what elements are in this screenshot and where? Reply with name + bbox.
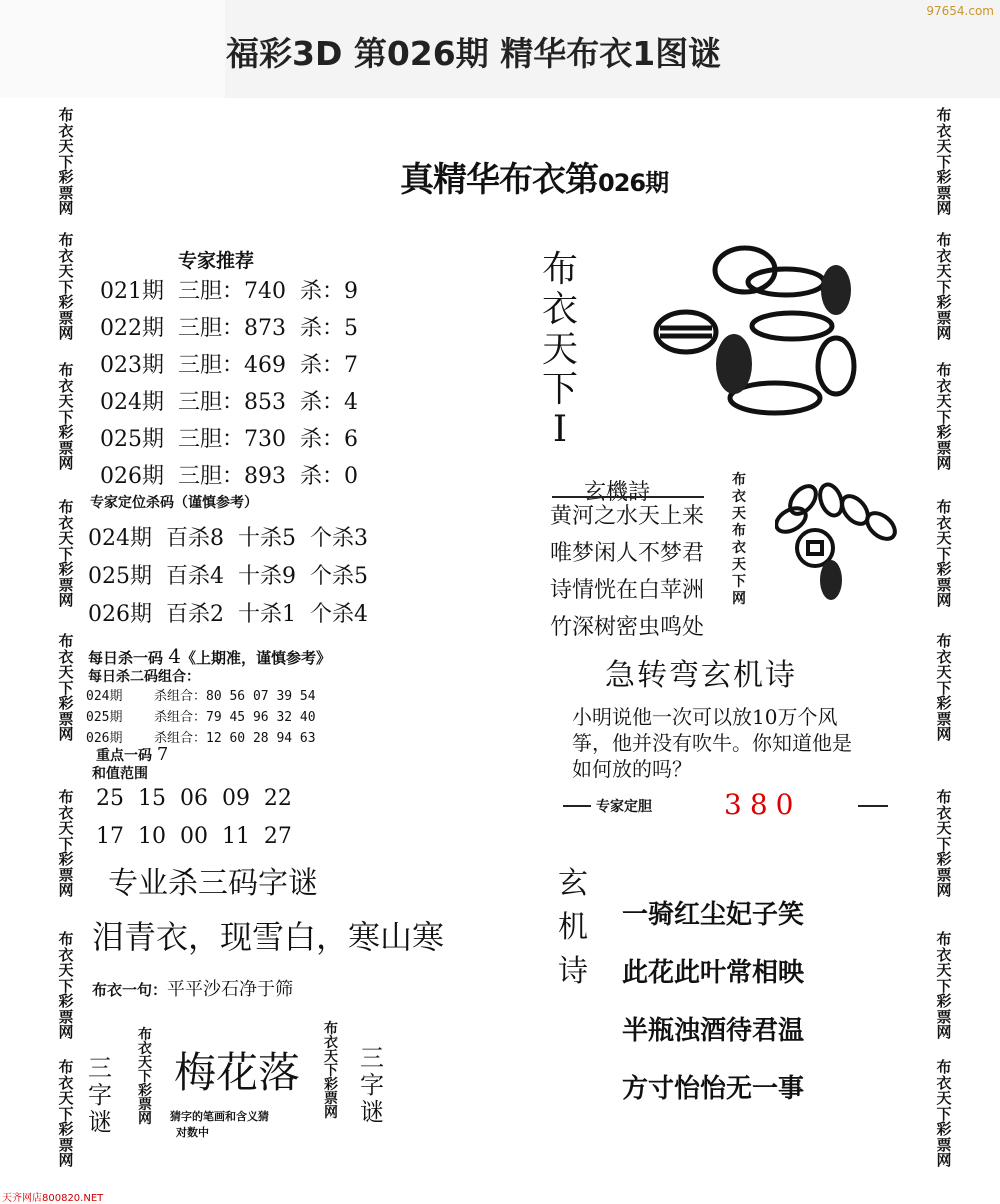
dingdan-dash-right bbox=[858, 805, 888, 807]
buyi-tianxia-label: 布 衣 天 下 Ⅰ bbox=[541, 249, 578, 450]
expert-list bbox=[100, 273, 358, 495]
key-label: 重点一码 bbox=[96, 748, 152, 764]
daily-kill-one bbox=[88, 644, 331, 668]
side-label-left-8: 布 衣 天 下 彩 票 网 bbox=[58, 1058, 74, 1169]
kill-one-value: 4 bbox=[168, 644, 181, 668]
buyi-label: 布衣一句： bbox=[92, 981, 168, 999]
dingdan-value: 380 bbox=[724, 788, 802, 821]
xuanji-line: 竹深树密虫鸣处 bbox=[550, 615, 705, 640]
site-watermark[interactable]: 97654.com bbox=[926, 4, 994, 18]
header-left-panel bbox=[0, 0, 225, 98]
position-kill-row: 026期 百杀2 十杀1 个杀4 bbox=[88, 602, 368, 627]
side-label-right-4: 布 衣 天 下 彩 票 网 bbox=[936, 498, 952, 609]
position-kill-list bbox=[88, 520, 368, 634]
side-label-right-1: 布 衣 天 下 彩 票 网 bbox=[936, 106, 952, 217]
xuanji-line: 黄河之水天上来 bbox=[550, 504, 705, 529]
xuanji2-line: 此花此叶常相映 bbox=[622, 958, 805, 988]
side-label-right-6: 布 衣 天 下 彩 票 网 bbox=[936, 788, 952, 899]
expert-row: 023期 三胆：469 杀：7 bbox=[100, 353, 358, 378]
kill-two-row: 026期 杀组合：12 60 28 94 63 bbox=[86, 731, 316, 746]
key-value: 7 bbox=[156, 744, 169, 765]
xuanji2-line: 方寸怡怡无一事 bbox=[622, 1074, 805, 1104]
turn-poem-line: 小明说他一次可以放10万个风 bbox=[572, 705, 838, 729]
riddle-main: 梅花落 bbox=[174, 1048, 301, 1097]
kill-two-row: 024期 杀组合：80 56 07 39 54 bbox=[86, 689, 316, 704]
key-number bbox=[96, 744, 168, 765]
side-label-left-6: 布 衣 天 下 彩 票 网 bbox=[58, 788, 74, 899]
xuanji-lines bbox=[550, 498, 704, 646]
kill-two-label: 每日杀二码组合： bbox=[88, 669, 200, 685]
chain-illustration bbox=[775, 480, 905, 605]
riddle-note-2: 对数中 bbox=[176, 1126, 209, 1139]
sum-range-row-2: 17 10 00 11 27 bbox=[96, 824, 292, 849]
main-title-issue: 026期 bbox=[598, 169, 669, 197]
turn-poem-line: 如何放的吗？ bbox=[572, 757, 692, 781]
riddle-line: 泪青衣，现雪白，寒山寒 bbox=[92, 918, 445, 956]
three-char-riddle-right: 三 字 谜 bbox=[360, 1044, 384, 1126]
expert-row: 026期 三胆：893 杀：0 bbox=[100, 464, 358, 489]
side-label-left-3: 布 衣 天 下 彩 票 网 bbox=[58, 361, 74, 472]
side-label-left-2: 布 衣 天 下 彩 票 网 bbox=[58, 231, 74, 342]
expert-row: 024期 三胆：853 杀：4 bbox=[100, 390, 358, 415]
side-label-left-4: 布 衣 天 下 彩 票 网 bbox=[58, 498, 74, 609]
expert-row: 021期 三胆：740 杀：9 bbox=[100, 279, 358, 304]
bottom-side-label-right: 布 衣 天 下 彩 票 网 bbox=[324, 1021, 338, 1121]
xuanji2-label: 玄 机 诗 bbox=[558, 866, 588, 989]
xuanji-line: 诗情恍在白苹洲 bbox=[550, 578, 705, 603]
turn-poem-line: 筝，他并没有吹牛。你知道他是 bbox=[572, 731, 852, 755]
sum-range-row-1: 25 15 06 09 22 bbox=[96, 786, 292, 811]
coin-ellipse-2 bbox=[748, 269, 824, 295]
dingdan-dash-left bbox=[563, 805, 591, 807]
xuanji2-line: 一骑红尘妃子笑 bbox=[622, 900, 805, 930]
side-label-right-5: 布 衣 天 下 彩 票 网 bbox=[936, 632, 952, 743]
kill-two-row: 025期 杀组合：79 45 96 32 40 bbox=[86, 710, 316, 725]
turn-poem-heading: 急转弯玄机诗 bbox=[605, 658, 797, 693]
coin-round bbox=[656, 312, 716, 352]
main-title bbox=[400, 152, 668, 201]
xuanji-side-label: 布 衣 天 布 衣 天 下 网 bbox=[732, 472, 746, 607]
side-label-left-1: 布 衣 天 下 彩 票 网 bbox=[58, 106, 74, 217]
coin-ellipse-3 bbox=[752, 313, 832, 339]
turn-poem-text bbox=[572, 704, 852, 782]
sum-range-label: 和值范围 bbox=[92, 766, 148, 782]
buyi-text: 平平沙石净于筛 bbox=[167, 979, 294, 1000]
xuanji2-line: 半瓶浊酒待君温 bbox=[622, 1016, 805, 1046]
xuanji2-lines bbox=[622, 886, 804, 1118]
expert-row: 025期 三胆：730 杀：6 bbox=[100, 427, 358, 452]
position-kill-heading: 专家定位杀码（谨慎参考） bbox=[90, 495, 258, 511]
three-char-riddle-left: 三 字 谜 bbox=[88, 1054, 112, 1136]
riddle-note-1: 猜字的笔画和含义猜 bbox=[170, 1110, 269, 1123]
kill-two-list bbox=[86, 686, 316, 749]
side-label-right-8: 布 衣 天 下 彩 票 网 bbox=[936, 1058, 952, 1169]
side-label-right-7: 布 衣 天 下 彩 票 网 bbox=[936, 930, 952, 1041]
coin-ellipse-4 bbox=[818, 338, 854, 394]
page-title: 福彩3D 第026期 精华布衣1图谜 bbox=[226, 34, 722, 73]
position-kill-row: 024期 百杀8 十杀5 个杀3 bbox=[88, 526, 368, 551]
dingdan-label: 专家定胆 bbox=[596, 799, 652, 815]
coin-solid-2 bbox=[716, 334, 752, 394]
xuanji-line: 唯梦闲人不梦君 bbox=[550, 541, 705, 566]
buyi-sentence bbox=[92, 975, 293, 1001]
riddle-heading: 专业杀三码字谜 bbox=[108, 866, 318, 901]
side-label-left-7: 布 衣 天 下 彩 票 网 bbox=[58, 930, 74, 1041]
xuanji-heading: 玄機詩 bbox=[584, 480, 651, 505]
kill-one-note: 《上期准，谨慎参考》 bbox=[180, 649, 331, 667]
coins-illustration bbox=[650, 236, 870, 426]
side-label-right-2: 布 衣 天 下 彩 票 网 bbox=[936, 231, 952, 342]
position-kill-row: 025期 百杀4 十杀9 个杀5 bbox=[88, 564, 368, 589]
side-label-right-3: 布 衣 天 下 彩 票 网 bbox=[936, 361, 952, 472]
kill-one-label: 每日杀一码 bbox=[88, 649, 164, 667]
side-label-left-5: 布 衣 天 下 彩 票 网 bbox=[58, 632, 74, 743]
footer-link[interactable]: 天齐网店800820.NET bbox=[2, 1193, 104, 1204]
coin-solid-1 bbox=[821, 265, 851, 315]
bottom-side-label-left: 布 衣 天 下 彩 票 网 bbox=[138, 1027, 152, 1127]
main-title-prefix: 真精华布衣第 bbox=[400, 160, 598, 200]
expert-heading: 专家推荐 bbox=[178, 250, 255, 272]
expert-row: 022期 三胆：873 杀：5 bbox=[100, 316, 358, 341]
